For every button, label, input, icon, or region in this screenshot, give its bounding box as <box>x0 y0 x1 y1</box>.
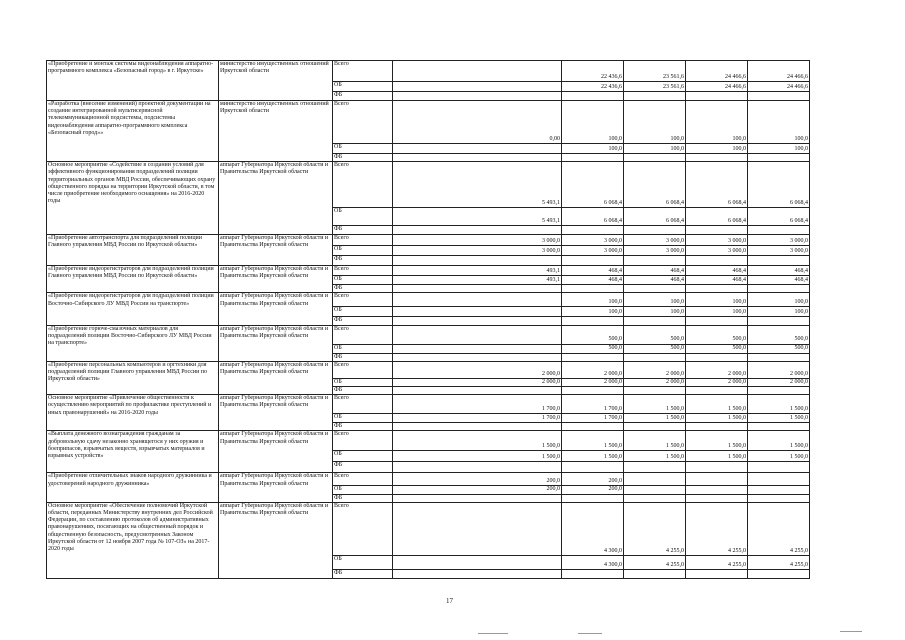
amount-cell <box>624 256 686 266</box>
funding-source: ФБ <box>333 317 393 325</box>
amount-cell <box>393 144 562 154</box>
amount-cell <box>748 494 810 502</box>
amount-cell <box>748 317 810 325</box>
amount-cell: 6 068,4 <box>624 208 686 226</box>
amount-cell: 493,1 <box>393 266 562 276</box>
amount-cell <box>748 256 810 266</box>
amount-cell <box>686 226 748 235</box>
amount-cell <box>562 494 624 502</box>
amount-cell <box>686 423 748 431</box>
amount-cell <box>624 285 686 293</box>
amount-cell: 3 000,0 <box>562 246 624 256</box>
funding-source: Всего <box>333 293 393 307</box>
executor-name: аппарат Губернатора Иркутской области и Правительства Иркутской области <box>219 266 333 293</box>
activity-name: «Приобретение персональных компьютеров и оргтехники для подразделений полиции Главного управления МВД России по Иркутской области» <box>47 361 219 394</box>
budget-table <box>46 60 810 579</box>
funding-source: ОБ <box>333 307 393 317</box>
amount-cell: 100,0 <box>562 144 624 154</box>
funding-source: ФБ <box>333 423 393 431</box>
funding-source: ФБ <box>333 256 393 266</box>
amount-cell: 1 500,0 <box>748 451 810 462</box>
funding-source: ОБ <box>333 414 393 423</box>
amount-cell <box>748 569 810 578</box>
amount-cell <box>686 256 748 266</box>
amount-cell <box>624 423 686 431</box>
amount-cell: 2 000,0 <box>624 361 686 378</box>
amount-cell <box>748 387 810 395</box>
amount-cell: 3 000,0 <box>748 246 810 256</box>
amount-cell: 3 000,0 <box>562 235 624 246</box>
amount-cell <box>562 92 624 101</box>
table-row <box>47 235 810 246</box>
amount-cell <box>562 154 624 162</box>
amount-cell: 100,0 <box>562 293 624 307</box>
activity-name: «Приобретение видеорегистраторов для подразделений полиции Восточно-Сибирского ЛУ МВД России на транспорте» <box>47 293 219 325</box>
executor-name: аппарат Губернатора Иркутской области и Правительства Иркутской области <box>219 293 333 325</box>
amount-cell: 1 500,0 <box>686 414 748 423</box>
amount-cell: 2 000,0 <box>748 361 810 378</box>
funding-source: ОБ <box>333 555 393 569</box>
funding-source: ОБ <box>333 246 393 256</box>
amount-cell: 3 000,0 <box>686 246 748 256</box>
amount-cell <box>393 325 562 344</box>
amount-cell <box>624 353 686 361</box>
amount-cell <box>624 462 686 473</box>
amount-cell <box>393 555 562 569</box>
amount-cell: 200,0 <box>393 473 562 486</box>
amount-cell: 100,0 <box>748 101 810 144</box>
amount-cell: 6 068,4 <box>748 208 810 226</box>
executor-name: аппарат Губернатора Иркутской области и Правительства Иркутской области <box>219 395 333 431</box>
table-row <box>47 162 810 208</box>
activity-name: «Приобретение отличительных знаков народного дружинника и удостоверений народного дружинника» <box>47 473 219 502</box>
activity-name: «Приобретение и монтаж системы видеонаблюдения аппаратно-программного комплекса «Безопасный город» в г. Иркутске» <box>47 61 219 101</box>
amount-cell <box>562 285 624 293</box>
table-row <box>47 361 810 378</box>
amount-cell: 1 700,0 <box>393 414 562 423</box>
executor-name: министерство имущественных отношений Иркутской области <box>219 101 333 162</box>
activity-name: «Выплата денежного вознаграждения гражданам за добровольную сдачу незаконно хранящегося у них оружия и боеприпасов, взрывчатых веществ, взрывчатых материалов и взрывных устройств» <box>47 431 219 473</box>
funding-source: ОБ <box>333 378 393 386</box>
amount-cell <box>393 285 562 293</box>
amount-cell: 24 466,6 <box>748 61 810 82</box>
amount-cell: 500,0 <box>748 344 810 353</box>
table-row <box>47 101 810 144</box>
amount-cell: 100,0 <box>562 307 624 317</box>
amount-cell <box>624 154 686 162</box>
amount-cell <box>393 154 562 162</box>
amount-cell: 5 493,1 <box>393 162 562 208</box>
amount-cell: 1 500,0 <box>686 395 748 414</box>
funding-source: Всего <box>333 431 393 451</box>
funding-source: ФБ <box>333 154 393 162</box>
amount-cell: 3 000,0 <box>748 235 810 246</box>
funding-source: ФБ <box>333 92 393 101</box>
amount-cell: 468,4 <box>624 266 686 276</box>
amount-cell <box>624 569 686 578</box>
amount-cell: 3 000,0 <box>393 235 562 246</box>
funding-source: ФБ <box>333 494 393 502</box>
amount-cell: 6 068,4 <box>562 162 624 208</box>
amount-cell: 3 000,0 <box>624 235 686 246</box>
amount-cell: 3 000,0 <box>393 246 562 256</box>
executor-name: аппарат Губернатора Иркутской области и Правительства Иркутской области <box>219 361 333 394</box>
amount-cell: 1 700,0 <box>393 395 562 414</box>
amount-cell <box>748 423 810 431</box>
table-row <box>47 293 810 307</box>
table-row <box>47 325 810 344</box>
amount-cell <box>624 486 686 494</box>
executor-name: аппарат Губернатора Иркутской области и Правительства Иркутской области <box>219 162 333 235</box>
executor-name: аппарат Губернатора Иркутской области и Правительства Иркутской области <box>219 431 333 473</box>
table-row <box>47 502 810 555</box>
amount-cell <box>624 494 686 502</box>
amount-cell: 468,4 <box>686 276 748 285</box>
amount-cell: 1 500,0 <box>393 431 562 451</box>
amount-cell <box>562 387 624 395</box>
amount-cell: 100,0 <box>748 144 810 154</box>
page-number: 17 <box>446 597 453 605</box>
amount-cell: 0,00 <box>393 101 562 144</box>
amount-cell <box>748 92 810 101</box>
amount-cell: 100,0 <box>624 144 686 154</box>
amount-cell: 1 500,0 <box>624 414 686 423</box>
scan-artifact <box>478 633 508 634</box>
amount-cell <box>748 473 810 486</box>
executor-name: аппарат Губернатора Иркутской области и Правительства Иркутской области <box>219 473 333 502</box>
amount-cell <box>624 473 686 486</box>
funding-source: Всего <box>333 502 393 555</box>
table-row <box>47 473 810 486</box>
amount-cell: 3 000,0 <box>686 235 748 246</box>
amount-cell: 2 000,0 <box>393 361 562 378</box>
amount-cell: 100,0 <box>562 101 624 144</box>
amount-cell: 468,4 <box>562 276 624 285</box>
amount-cell: 200,0 <box>393 486 562 494</box>
amount-cell <box>686 285 748 293</box>
amount-cell: 100,0 <box>624 307 686 317</box>
amount-cell: 1 500,0 <box>748 395 810 414</box>
funding-source: ФБ <box>333 226 393 235</box>
amount-cell: 2 000,0 <box>393 378 562 386</box>
amount-cell: 4 300,0 <box>562 502 624 555</box>
amount-cell <box>748 353 810 361</box>
scan-artifact <box>840 631 862 632</box>
amount-cell: 1 700,0 <box>562 395 624 414</box>
amount-cell: 6 068,4 <box>686 162 748 208</box>
amount-cell: 6 068,4 <box>686 208 748 226</box>
amount-cell <box>562 423 624 431</box>
funding-source: ОБ <box>333 486 393 494</box>
executor-name: аппарат Губернатора Иркутской области и Правительства Иркутской области <box>219 502 333 578</box>
amount-cell: 4 255,0 <box>748 502 810 555</box>
amount-cell <box>686 353 748 361</box>
amount-cell: 4 255,0 <box>748 555 810 569</box>
amount-cell <box>624 387 686 395</box>
amount-cell: 1 500,0 <box>748 431 810 451</box>
amount-cell: 100,0 <box>624 101 686 144</box>
funding-source: ОБ <box>333 276 393 285</box>
amount-cell <box>393 344 562 353</box>
amount-cell: 100,0 <box>686 101 748 144</box>
amount-cell <box>393 256 562 266</box>
activity-name: «Разработка (внесение изменений) проектной документации на создание интегрированной мультисервисной телекоммуникационной подсистемы, подсистемы видеонаблюдения аппаратно-программного комплекса «Безопасный город»» <box>47 101 219 162</box>
funding-source: ФБ <box>333 569 393 578</box>
amount-cell: 4 255,0 <box>624 502 686 555</box>
funding-source: ОБ <box>333 451 393 462</box>
amount-cell: 1 500,0 <box>562 431 624 451</box>
amount-cell <box>686 154 748 162</box>
funding-source: Всего <box>333 473 393 486</box>
table-row <box>47 395 810 414</box>
amount-cell: 1 700,0 <box>562 414 624 423</box>
amount-cell: 468,4 <box>748 276 810 285</box>
table-row <box>47 431 810 451</box>
funding-source: Всего <box>333 101 393 144</box>
amount-cell: 100,0 <box>748 307 810 317</box>
amount-cell: 200,0 <box>562 473 624 486</box>
amount-cell: 1 500,0 <box>624 431 686 451</box>
amount-cell: 493,1 <box>393 276 562 285</box>
funding-source: Всего <box>333 361 393 378</box>
funding-source: ФБ <box>333 462 393 473</box>
amount-cell: 23 561,6 <box>624 61 686 82</box>
activity-name: Основное мероприятие «Содействие в создании условий для эффективного функционирования подразделений полиции территориальных органов МВД России, обеспечивающих охрану общественного порядка на территории Иркутской области, в том числе приобретение необходимого оснащения» на 2016-2020 годы <box>47 162 219 235</box>
amount-cell: 22 436,6 <box>562 61 624 82</box>
amount-cell <box>393 61 562 82</box>
amount-cell <box>748 154 810 162</box>
amount-cell <box>624 226 686 235</box>
amount-cell <box>393 494 562 502</box>
amount-cell <box>393 462 562 473</box>
amount-cell: 1 500,0 <box>393 451 562 462</box>
activity-name: «Приобретение горюче-смазочных материалов для подразделений полиции Восточно-Сибирского ЛУ МВД России на транспорте» <box>47 325 219 361</box>
funding-source: Всего <box>333 325 393 344</box>
scan-artifact <box>578 633 602 634</box>
amount-cell: 1 500,0 <box>686 451 748 462</box>
amount-cell: 5 493,1 <box>393 208 562 226</box>
amount-cell: 4 255,0 <box>686 502 748 555</box>
amount-cell <box>686 473 748 486</box>
amount-cell <box>748 462 810 473</box>
amount-cell: 200,0 <box>562 486 624 494</box>
amount-cell: 500,0 <box>562 325 624 344</box>
table-row <box>47 61 810 82</box>
amount-cell: 6 068,4 <box>562 208 624 226</box>
amount-cell: 500,0 <box>624 325 686 344</box>
amount-cell <box>562 317 624 325</box>
funding-source: ФБ <box>333 387 393 395</box>
amount-cell: 1 500,0 <box>562 451 624 462</box>
table-row <box>47 266 810 276</box>
funding-source: Всего <box>333 395 393 414</box>
amount-cell: 500,0 <box>748 325 810 344</box>
amount-cell <box>393 387 562 395</box>
amount-cell: 24 466,6 <box>686 82 748 92</box>
amount-cell: 23 561,6 <box>624 82 686 92</box>
funding-source: ФБ <box>333 285 393 293</box>
amount-cell <box>393 226 562 235</box>
amount-cell <box>393 317 562 325</box>
amount-cell: 1 500,0 <box>624 451 686 462</box>
amount-cell: 2 000,0 <box>686 361 748 378</box>
amount-cell <box>686 494 748 502</box>
amount-cell: 100,0 <box>686 144 748 154</box>
funding-source: Всего <box>333 235 393 246</box>
amount-cell: 500,0 <box>686 325 748 344</box>
amount-cell <box>686 486 748 494</box>
amount-cell: 100,0 <box>748 293 810 307</box>
activity-name: «Приобретение автотранспорта для подразделений полиции Главного управления МВД России по Иркутской области» <box>47 235 219 266</box>
amount-cell <box>393 293 562 307</box>
amount-cell: 6 068,4 <box>624 162 686 208</box>
funding-source: ОБ <box>333 144 393 154</box>
amount-cell <box>393 307 562 317</box>
funding-source: ФБ <box>333 353 393 361</box>
amount-cell <box>686 569 748 578</box>
amount-cell: 468,4 <box>748 266 810 276</box>
activity-name: «Приобретение видеорегистраторов для подразделений полиции Главного управления МВД России по Иркутской области» <box>47 266 219 293</box>
amount-cell <box>748 486 810 494</box>
amount-cell <box>562 462 624 473</box>
amount-cell: 2 000,0 <box>624 378 686 386</box>
amount-cell <box>686 462 748 473</box>
amount-cell: 24 466,6 <box>748 82 810 92</box>
amount-cell <box>393 502 562 555</box>
executor-name: аппарат Губернатора Иркутской области и Правительства Иркутской области <box>219 325 333 361</box>
amount-cell <box>624 92 686 101</box>
amount-cell: 468,4 <box>562 266 624 276</box>
amount-cell <box>393 82 562 92</box>
activity-name: Основное мероприятие «Обеспечение полномочий Иркутской области, переданных Министерству внутренних дел Российской Федерации, по составлению протоколов об административных правонарушениях, посягающих на общественный порядок и общественную безопасность, предусмотренных Законом Иркутской области от 12 ноября 2007 года № 107-ОЗ» на 2017-2020 годы <box>47 502 219 578</box>
amount-cell <box>393 92 562 101</box>
amount-cell: 4 300,0 <box>562 555 624 569</box>
amount-cell: 468,4 <box>686 266 748 276</box>
amount-cell <box>393 423 562 431</box>
funding-source: Всего <box>333 61 393 82</box>
amount-cell: 22 436,6 <box>562 82 624 92</box>
amount-cell <box>393 569 562 578</box>
amount-cell: 1 500,0 <box>686 431 748 451</box>
amount-cell: 1 500,0 <box>748 414 810 423</box>
amount-cell: 4 255,0 <box>624 555 686 569</box>
amount-cell <box>748 285 810 293</box>
amount-cell <box>748 226 810 235</box>
funding-source: Всего <box>333 162 393 208</box>
amount-cell: 1 500,0 <box>624 395 686 414</box>
amount-cell <box>624 317 686 325</box>
funding-source: ОБ <box>333 208 393 226</box>
amount-cell <box>562 353 624 361</box>
amount-cell <box>393 353 562 361</box>
amount-cell: 500,0 <box>624 344 686 353</box>
amount-cell <box>562 256 624 266</box>
activity-name: Основное мероприятие «Привлечение общественности к осуществлению мероприятий по профилактике преступлений и иных правонарушений» на 2016-2020 годы <box>47 395 219 431</box>
amount-cell: 100,0 <box>686 293 748 307</box>
funding-source: Всего <box>333 266 393 276</box>
amount-cell: 4 255,0 <box>686 555 748 569</box>
amount-cell: 24 466,6 <box>686 61 748 82</box>
executor-name: аппарат Губернатора Иркутской области и Правительства Иркутской области <box>219 235 333 266</box>
funding-source: ОБ <box>333 344 393 353</box>
amount-cell: 2 000,0 <box>562 361 624 378</box>
amount-cell: 2 000,0 <box>686 378 748 386</box>
amount-cell <box>562 226 624 235</box>
amount-cell <box>686 317 748 325</box>
amount-cell: 100,0 <box>686 307 748 317</box>
amount-cell: 3 000,0 <box>624 246 686 256</box>
amount-cell <box>686 92 748 101</box>
amount-cell: 6 068,4 <box>748 162 810 208</box>
amount-cell <box>562 569 624 578</box>
amount-cell: 500,0 <box>562 344 624 353</box>
funding-source: ОБ <box>333 82 393 92</box>
executor-name: министерство имущественных отношений Иркутской области <box>219 61 333 101</box>
amount-cell <box>686 387 748 395</box>
amount-cell: 2 000,0 <box>748 378 810 386</box>
amount-cell: 100,0 <box>624 293 686 307</box>
amount-cell: 2 000,0 <box>562 378 624 386</box>
amount-cell: 468,4 <box>624 276 686 285</box>
amount-cell: 500,0 <box>686 344 748 353</box>
